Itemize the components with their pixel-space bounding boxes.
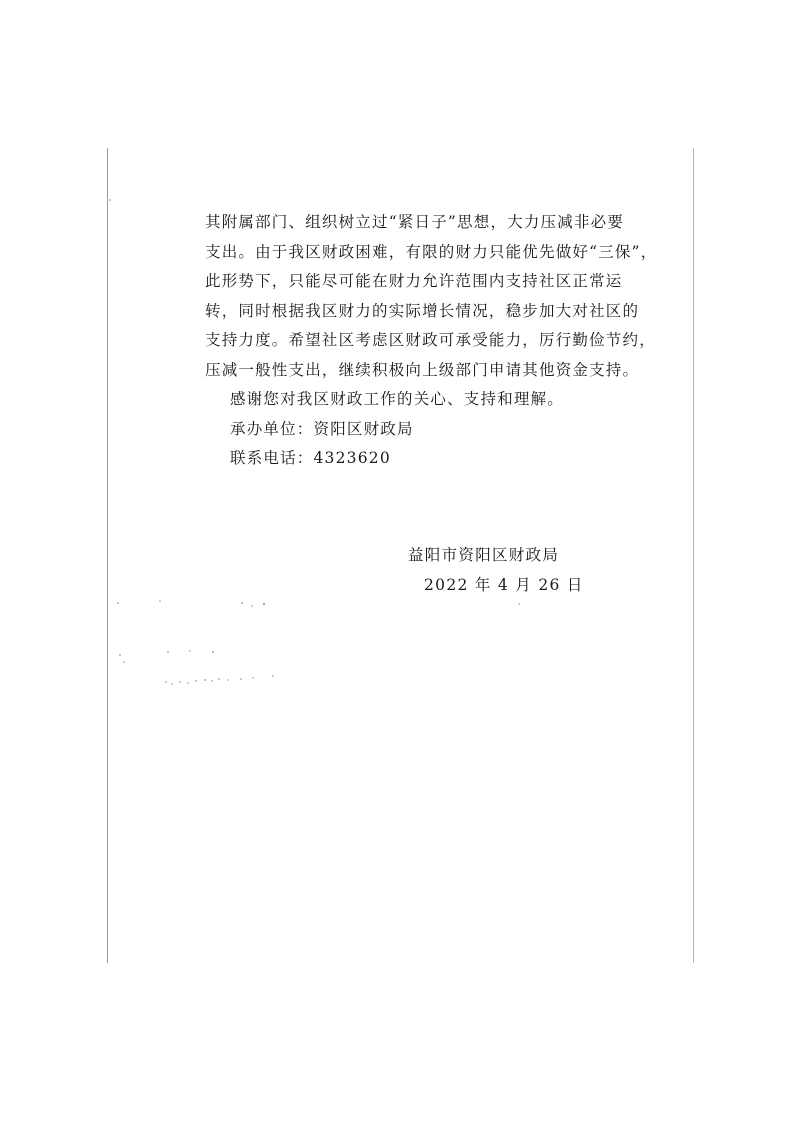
contact-phone: 联系电话：4323620 [230, 449, 391, 467]
body-line: 压减一般性支出，继续积极向上级部门申请其他资金支持。 [205, 360, 640, 379]
signing-date: 2022 年 4 月 26 日 [424, 576, 584, 594]
body-line: 其附属部门、组织树立过“紧日子”思想，大力压减非必要 [205, 213, 625, 231]
body-line: 支出。由于我区财政困难，有限的财力只能优先做好“三保”， [205, 242, 658, 261]
body-line: 此形势下，只能尽可能在财力允许范围内支持社区正常运 [205, 272, 623, 290]
thanks-line: 感谢您对我区财政工作的关心、支持和理解。 [230, 390, 565, 408]
signature-block [408, 540, 588, 600]
letter-body [205, 208, 658, 474]
body-line: 支持力度。希望社区考虑区财政可承受能力，厉行勤俭节约， [205, 331, 656, 349]
body-line: 转，同时根据我区财力的实际增长情况，稳步加大对社区的 [205, 301, 640, 320]
signing-organization: 益阳市资阳区财政局 [408, 546, 560, 564]
scan-border-right [693, 148, 694, 963]
scan-border-left [107, 148, 108, 963]
handling-unit: 承办单位：资阳区财政局 [230, 419, 414, 438]
